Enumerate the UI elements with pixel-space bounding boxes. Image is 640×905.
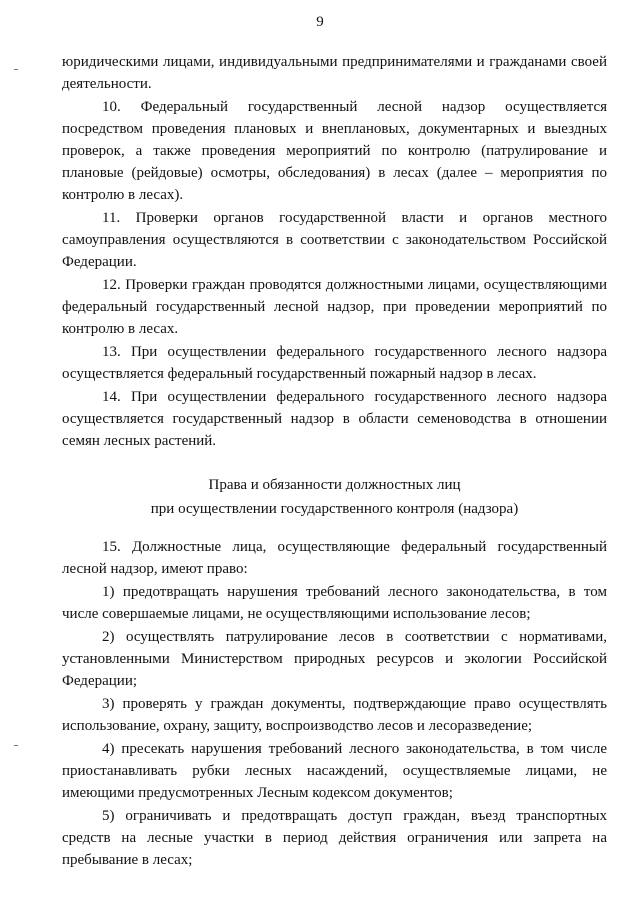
section-heading-line-2: при осуществлении государственного контроля (надзора) — [150, 501, 519, 517]
paragraph-continuation: юридическими лицами, индивидуальными предпринимателями и гражданами своей деятельности. — [62, 54, 607, 92]
list-item-4: 4) пресекать нарушения требований лесного законодательства, в том числе приостанавливать рубки лесных насаждений, осуществляемые лицами, не имеющими предусмотренных Лесным кодексом документов; — [62, 741, 607, 801]
list-item-2: 2) осуществлять патрулирование лесов в соответствии с нормативами, установленными Министерством природных ресурсов и экологии Российской Федерации; — [62, 629, 607, 689]
page-number: 9 — [316, 14, 324, 30]
paragraph-14: 14. При осуществлении федерального государственного лесного надзора осуществляется государственный надзор в области семеноводства в отношении семян лесных растений. — [62, 389, 607, 449]
paragraph-12: 12. Проверки граждан проводятся должностными лицами, осуществляющими федеральный государственный лесной надзор, при проведении мероприятий по контролю в лесах. — [62, 277, 607, 337]
list-item-1: 1) предотвращать нарушения требований лесного законодательства, в том числе совершаемые лицами, не осуществляющими использование лесов; — [62, 584, 607, 622]
section-heading-line-1: Права и обязанности должностных лиц — [208, 477, 461, 493]
section-heading — [62, 473, 607, 521]
paragraph-15: 15. Должностные лица, осуществляющие федеральный государственный лесной надзор, имеют право: — [62, 539, 607, 577]
body-text — [62, 51, 607, 872]
margin-mark — [14, 69, 18, 70]
paragraph-13: 13. При осуществлении федерального государственного лесного надзора осуществляется федеральный государственный пожарный надзор в лесах. — [62, 344, 607, 382]
list-item-5: 5) ограничивать и предотвращать доступ граждан, въезд транспортных средств на лесные участки в период действия ограничения или запрета на пребывание в лесах; — [62, 808, 607, 868]
paragraph-10: 10. Федеральный государственный лесной надзор осуществляется посредством проведения плановых и внеплановых, документарных и выездных проверок, а также проведения мероприятий по контролю (патрулирование и плановые (рейдовые) осмотры, обследования) в лесах (далее – мероприятия по контролю в лесах). — [62, 99, 607, 203]
paragraph-11: 11. Проверки органов государственной власти и органов местного самоуправления осуществляются в соответствии с законодательством Российской Федерации. — [62, 210, 607, 270]
list-item-3: 3) проверять у граждан документы, подтверждающие право осуществлять использование, охрану, защиту, воспроизводство лесов и лесоразведение; — [62, 696, 607, 734]
margin-mark — [14, 745, 18, 746]
